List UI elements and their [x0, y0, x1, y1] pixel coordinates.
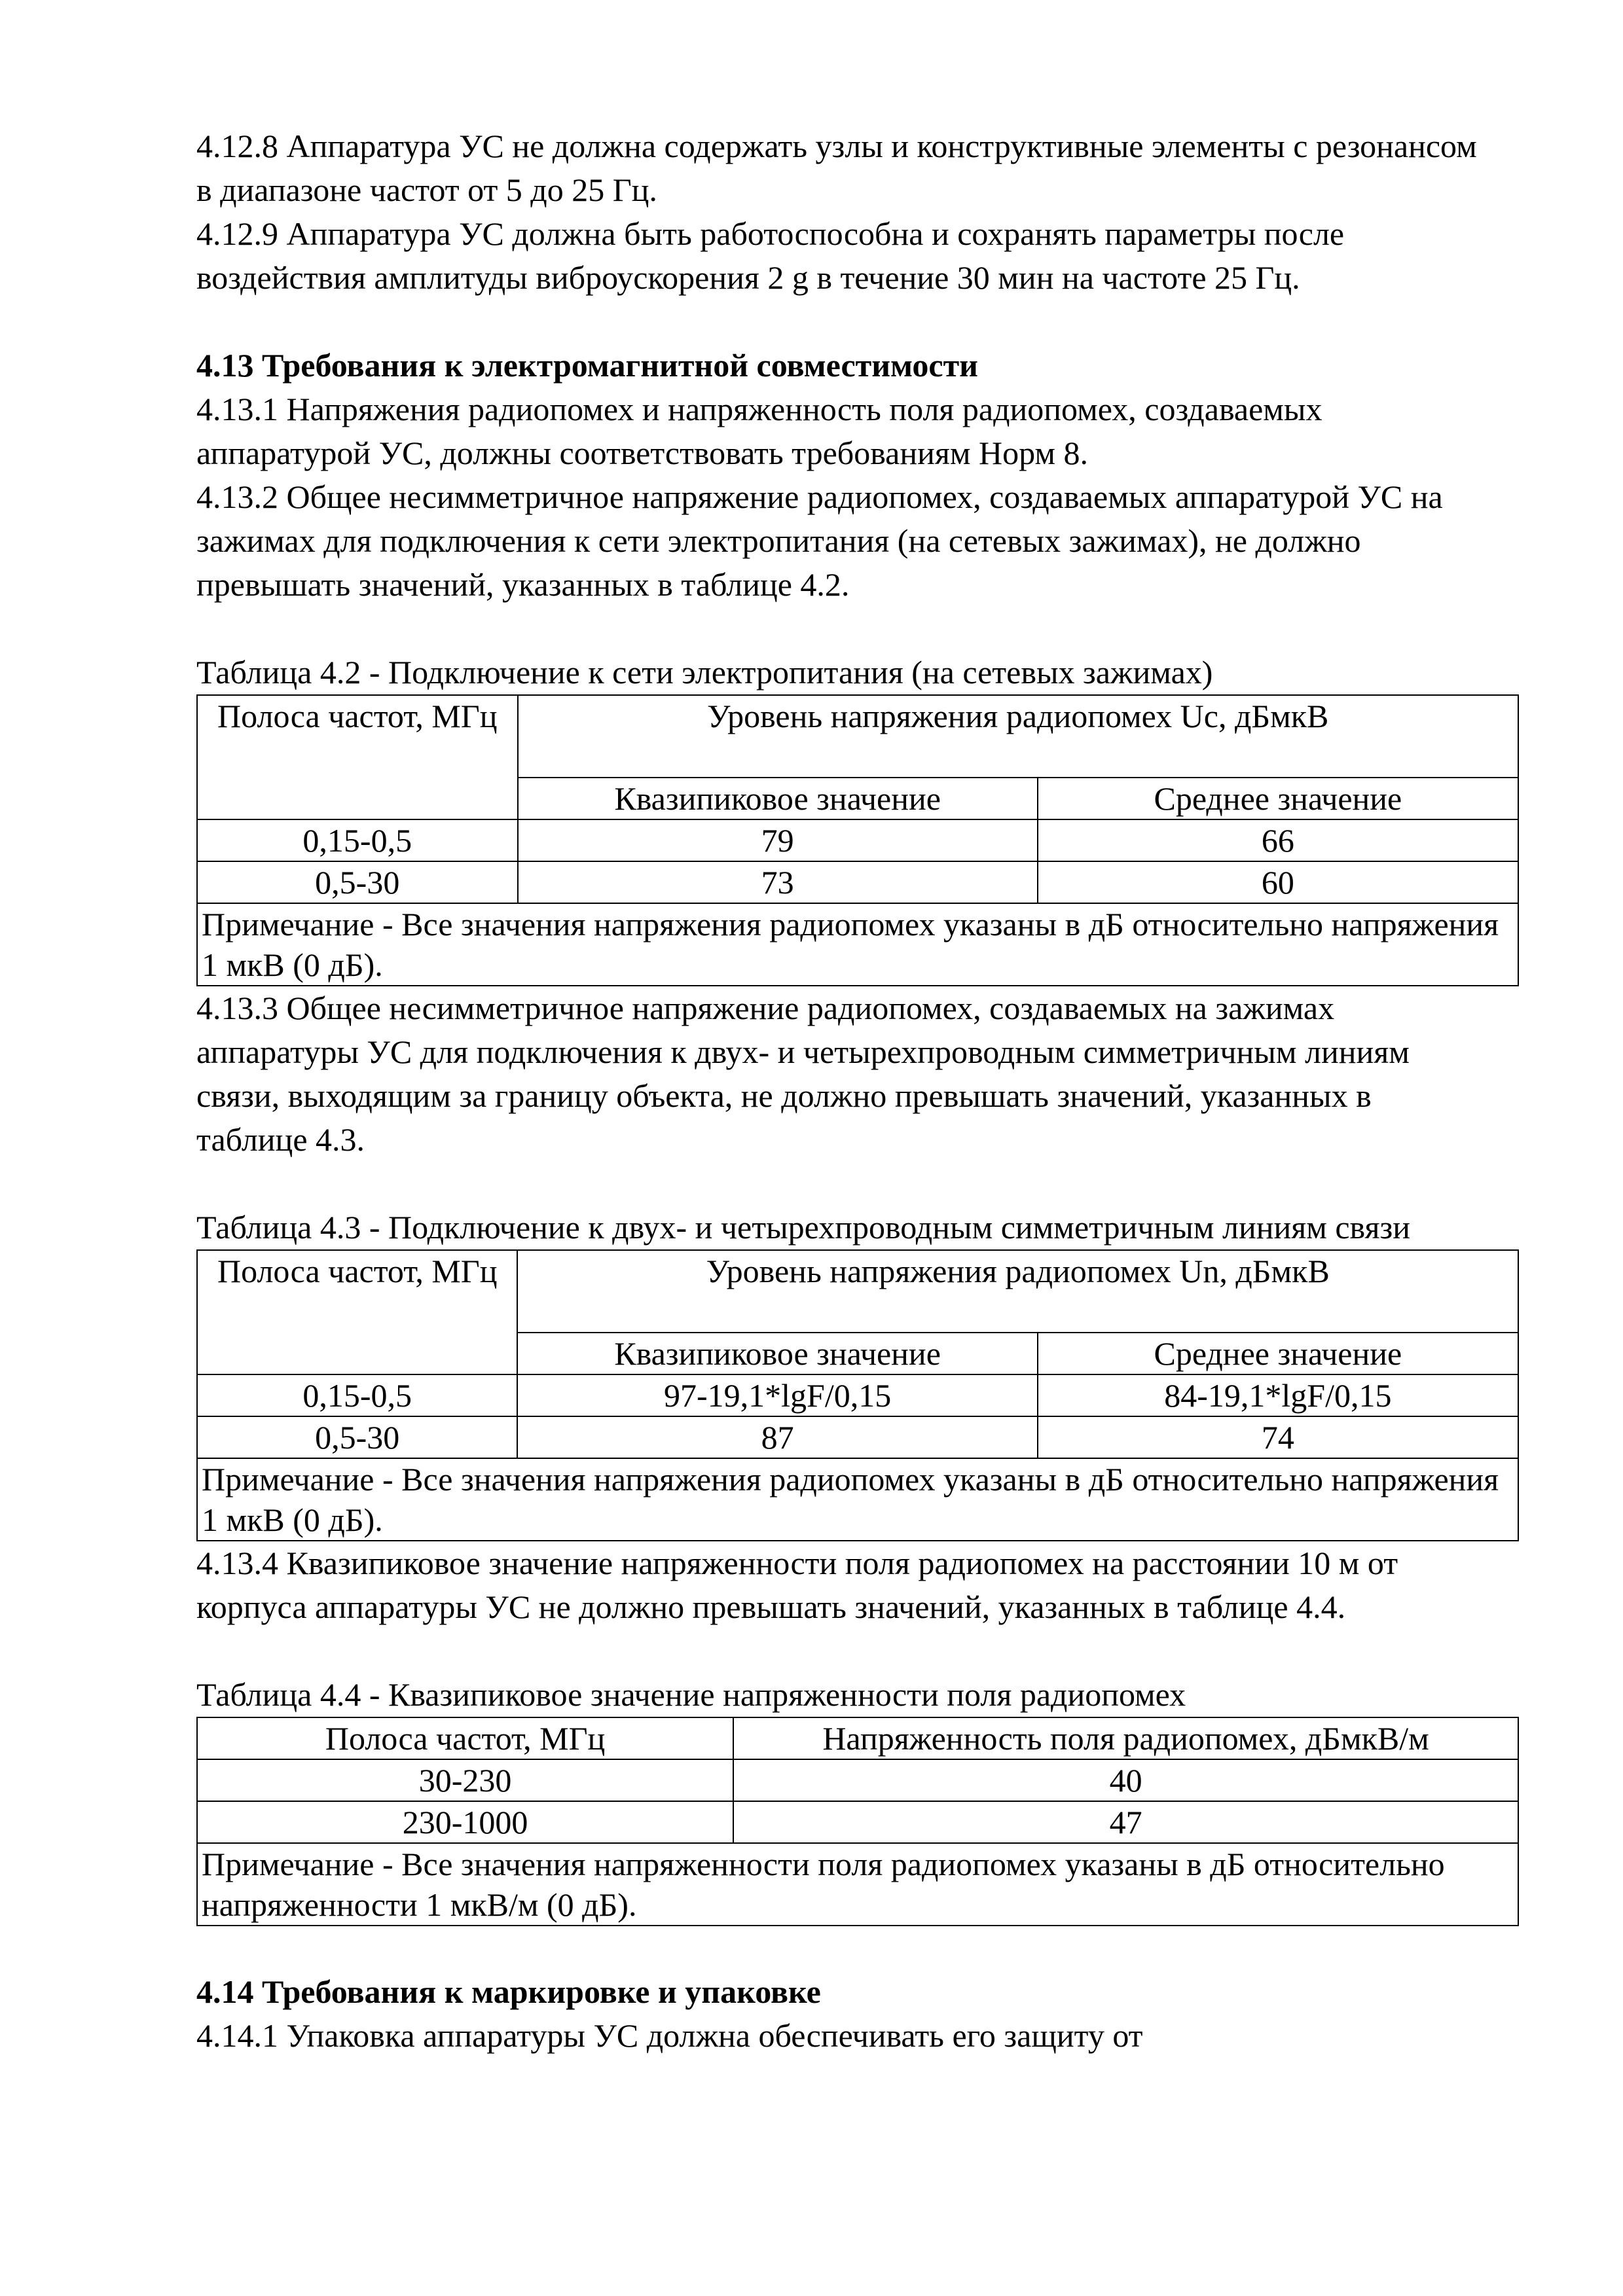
table-row — [197, 1759, 1518, 1801]
section-heading-4-13: 4.13 Требования к электромагнитной совместимости — [196, 347, 978, 384]
paragraph-4-12-8: 4.12.8 Аппаратура УС не должна содержать узлы и конструктивные элементы с резонансом в диапазоне частот от 5 до 25 Гц. — [196, 128, 1477, 208]
header-quasi: Квазипиковое значение — [517, 1333, 1037, 1374]
cell-quasi: 87 — [517, 1416, 1037, 1458]
spacer — [196, 1926, 1480, 1970]
table-note: Примечание - Все значения напряженности поля радиопомех указаны в дБ относительно напряженности 1 мкВ/м (0 дБ). — [197, 1843, 1518, 1926]
header-average: Среднее значение — [1038, 778, 1518, 819]
header-band: Полоса частот, МГц — [197, 1250, 517, 1374]
table-row — [197, 861, 1518, 903]
table-row — [197, 1416, 1518, 1458]
section-heading-4-14: 4.14 Требования к маркировке и упаковке — [196, 1973, 821, 2010]
cell-band: 30-230 — [197, 1759, 733, 1801]
cell-band: 0,15-0,5 — [197, 1374, 517, 1416]
table-note: Примечание - Все значения напряжения радиопомех указаны в дБ относительно напряжения 1 мкВ (0 дБ). — [197, 903, 1518, 986]
cell-quasi: 97-19,1*lgF/0,15 — [517, 1374, 1037, 1416]
cell-average: 60 — [1038, 861, 1518, 903]
cell-band: 0,5-30 — [197, 861, 518, 903]
table-header-row — [197, 1717, 1518, 1759]
table-row — [197, 1374, 1518, 1416]
cell-band: 230-1000 — [197, 1801, 733, 1843]
cell-value: 47 — [733, 1801, 1518, 1843]
cell-average: 84-19,1*lgF/0,15 — [1038, 1374, 1518, 1416]
table-4-3 — [196, 1249, 1519, 1541]
cell-band: 0,15-0,5 — [197, 819, 518, 861]
header-band: Полоса частот, МГц — [197, 1717, 733, 1759]
paragraph-4-13-1: 4.13.1 Напряжения радиопомех и напряженность поля радиопомех, создаваемых аппаратурой УС, должны соответствовать требованиям Норм 8. — [196, 391, 1322, 471]
table-4-3-caption: Таблица 4.3 - Подключение к двух- и четырехпроводным симметричным линиям связи — [196, 1209, 1411, 1246]
table-4-2 — [196, 694, 1519, 986]
table-header-row — [197, 1250, 1518, 1333]
header-average: Среднее значение — [1038, 1333, 1518, 1374]
paragraph-4-12-9: 4.12.9 Аппаратура УС должна быть работоспособна и сохранять параметры после воздействия амплитуды виброускорения 2 g в течение 30 мин на частоте 25 Гц. — [196, 215, 1345, 296]
header-level: Уровень напряжения радиопомех Un, дБмкВ — [517, 1250, 1518, 1333]
table-4-4 — [196, 1717, 1519, 1926]
paragraph-4-13-3: 4.13.3 Общее несимметричное напряжение радиопомех, создаваемых на зажимах аппаратуры УС для подключения к двух- и четырехпроводным симметричным линиям связи, выходящим за границу объекта, не должно превышать значений, указанных в таблице 4.3. — [196, 990, 1410, 1158]
table-note: Примечание - Все значения напряжения радиопомех указаны в дБ относительно напряжения 1 мкВ (0 дБ). — [197, 1458, 1518, 1541]
cell-quasi: 79 — [518, 819, 1038, 861]
table-header-row — [197, 695, 1518, 778]
document-page — [196, 124, 1499, 2058]
header-quasi: Квазипиковое значение — [518, 778, 1038, 819]
paragraph-4-14-1: 4.14.1 Упаковка аппаратуры УС должна обеспечивать его защиту от — [196, 2017, 1143, 2054]
cell-average: 74 — [1038, 1416, 1518, 1458]
cell-value: 40 — [733, 1759, 1518, 1801]
paragraph-4-13-2: 4.13.2 Общее несимметричное напряжение радиопомех, создаваемых аппаратурой УС на зажимах для подключения к сети электропитания (на сетевых зажимах), не должно превышать значений, указанных в таблице 4.2. — [196, 478, 1443, 603]
header-band: Полоса частот, МГц — [197, 695, 518, 819]
cell-quasi: 73 — [518, 861, 1038, 903]
cell-band: 0,5-30 — [197, 1416, 517, 1458]
header-field: Напряженность поля радиопомех, дБмкВ/м — [733, 1717, 1518, 1759]
table-row — [197, 1801, 1518, 1843]
table-note-row — [197, 1458, 1518, 1541]
table-note-row — [197, 903, 1518, 986]
header-level: Уровень напряжения радиопомех Uc, дБмкВ — [518, 695, 1518, 778]
table-4-2-caption: Таблица 4.2 - Подключение к сети электропитания (на сетевых зажимах) — [196, 654, 1213, 691]
spacer — [196, 607, 1480, 651]
spacer — [196, 1162, 1480, 1206]
spacer — [196, 300, 1480, 344]
table-note-row — [197, 1843, 1518, 1926]
paragraph-4-13-4: 4.13.4 Квазипиковое значение напряженности поля радиопомех на расстоянии 10 м от корпуса аппаратуры УС не должно превышать значений, указанных в таблице 4.4. — [196, 1545, 1398, 1625]
cell-average: 66 — [1038, 819, 1518, 861]
table-row — [197, 819, 1518, 861]
spacer — [196, 1629, 1480, 1673]
table-4-4-caption: Таблица 4.4 - Квазипиковое значение напряженности поля радиопомех — [196, 1676, 1186, 1713]
